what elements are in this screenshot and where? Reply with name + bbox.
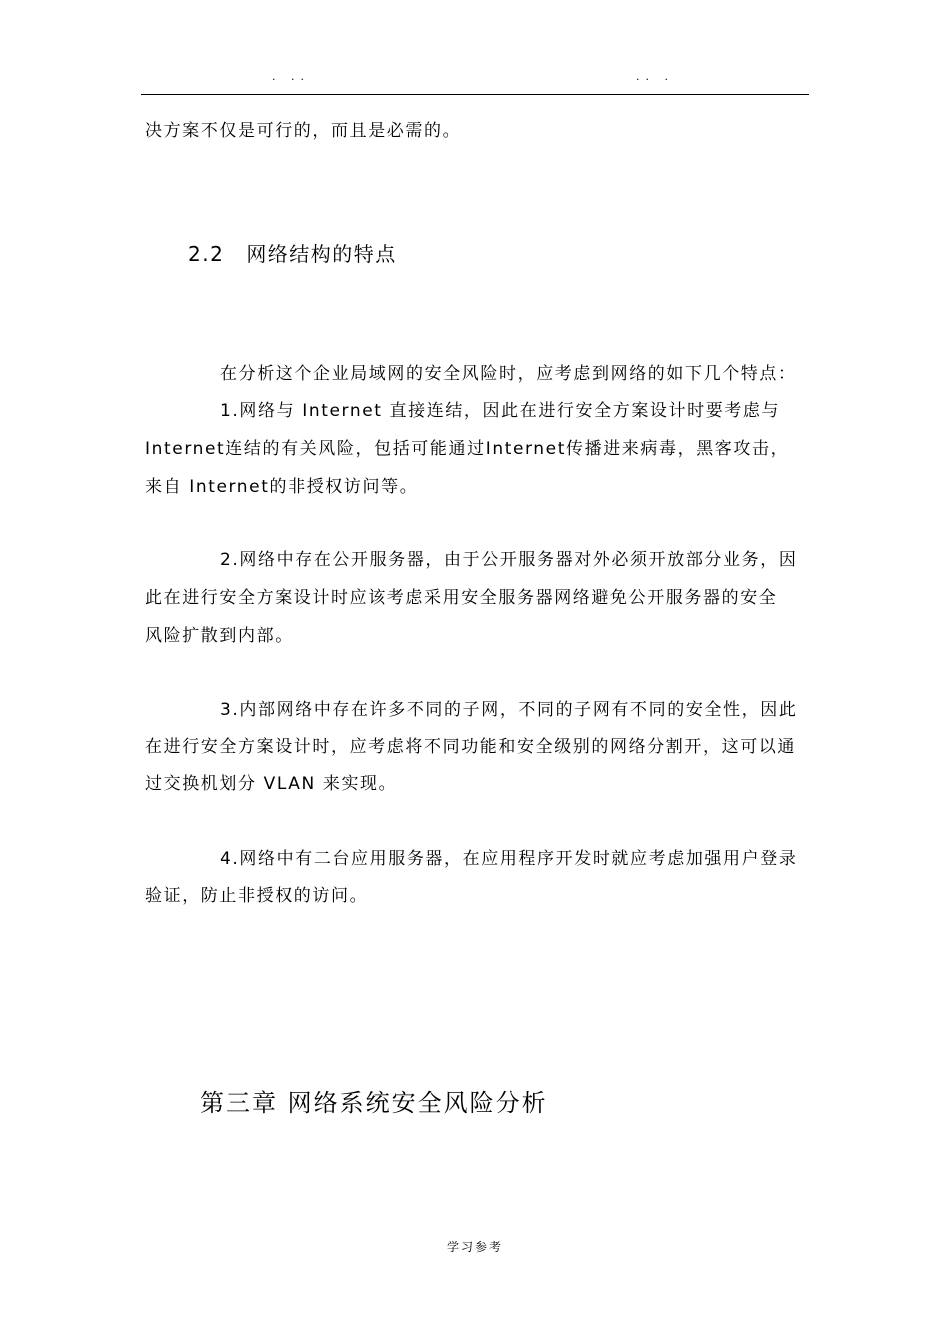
section-heading (188, 238, 397, 267)
lead-paragraph: 在分析这个企业局域网的安全风险时，应考虑到网络的如下几个特点： (220, 364, 797, 384)
header-rule (141, 94, 809, 95)
paragraph-line: 验证，防止非授权的访问。 (145, 886, 369, 906)
header-left-dots: . .. (272, 70, 310, 83)
paragraph-line: 风险扩散到内部。 (145, 626, 294, 646)
paragraph-line: 在进行安全方案设计时，应考虑将不同功能和安全级别的网络分割开，这可以通 (145, 737, 796, 757)
paragraph-line: 2.网络中存在公开服务器，由于公开服务器对外必须开放部分业务，因 (220, 550, 798, 570)
page-footer: 学习参考 (446, 1240, 503, 1254)
paragraph-line: 1.网络与 Internet 直接连结，因此在进行安全方案设计时要考虑与 (220, 401, 781, 421)
paragraph-line: 3.内部网络中存在许多不同的子网，不同的子网有不同的安全性，因此 (220, 700, 798, 720)
paragraph-line: 来自 Internet的非授权访问等。 (145, 477, 419, 497)
paragraph-line: 过交换机划分 VLAN 来实现。 (145, 774, 398, 794)
chapter-heading: 第三章 网络系统安全风险分析 (200, 1089, 548, 1117)
paragraph-line: 4.网络中有二台应用服务器，在应用程序开发时就应考虑加强用户登录 (220, 849, 798, 869)
section-number: 2.2 (188, 242, 225, 266)
header-right-dots: .. . (636, 70, 674, 83)
intro-tail-text: 决方案不仅是可行的，而且是必需的。 (145, 121, 462, 141)
paragraph-line: Internet连结的有关风险，包括可能通过Internet传播进来病毒，黑客攻击， (145, 439, 790, 459)
section-title: 网络结构的特点 (246, 242, 397, 266)
paragraph-line: 此在进行安全方案设计时应该考虑采用安全服务器网络避免公开服务器的安全 (145, 588, 778, 608)
